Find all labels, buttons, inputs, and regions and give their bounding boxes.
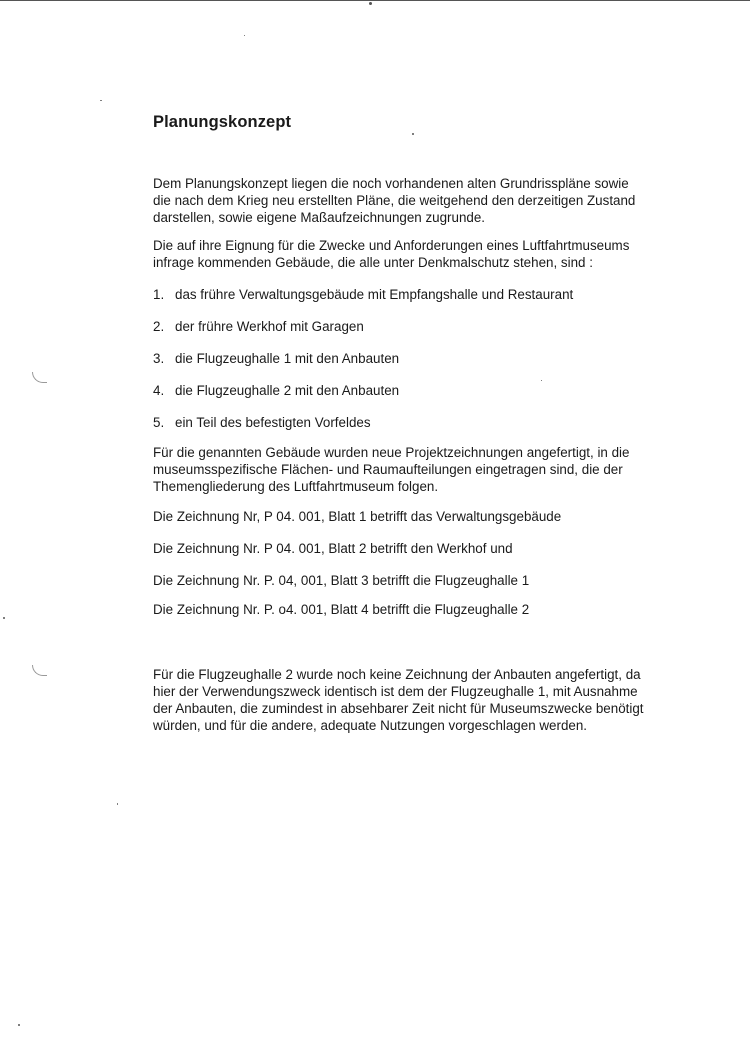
text-line: Für die genannten Gebäude wurden neue Projektzeichnungen angefertigt, in die (153, 445, 630, 460)
text-line: darstellen, sowie eigene Maßaufzeichnungen zugrunde. (153, 210, 486, 225)
scan-speck (18, 1024, 20, 1026)
list-item (153, 350, 399, 367)
page-top-edge (0, 0, 750, 1)
list-item (153, 414, 371, 431)
drawing-reference: Die Zeichnung Nr. P 04. 001, Blatt 2 betrifft den Werkhof und (153, 541, 513, 556)
scan-speck (541, 380, 542, 381)
text-line: museumsspezifische Flächen- und Raumaufteilungen eingetragen sind, die der (153, 462, 623, 477)
text-line: Die auf ihre Eignung für die Zwecke und Anforderungen eines Luftfahrtmuseums (153, 238, 630, 253)
drawing-reference: Die Zeichnung Nr. P. 04, 001, Blatt 3 betrifft die Flugzeughalle 1 (153, 573, 530, 588)
list-item (153, 382, 399, 399)
punch-hole-mark (32, 665, 47, 676)
scan-speck (3, 617, 5, 619)
list-item (153, 318, 364, 335)
list-text: der frühre Werkhof mit Garagen (175, 319, 364, 334)
scan-speck (412, 133, 414, 135)
drawing-reference: Die Zeichnung Nr, P 04. 001, Blatt 1 betrifft das Verwaltungsgebäude (153, 509, 562, 524)
text-line: infrage kommenden Gebäude, die alle unter Denkmalschutz stehen, sind : (153, 255, 593, 270)
list-item (153, 286, 573, 303)
text-line: die nach dem Krieg neu erstellten Pläne, die weitgehend den derzeitigen Zustand (153, 193, 636, 208)
list-number: 5. (153, 415, 165, 430)
drawings-intro-paragraph (153, 444, 663, 495)
scan-speck (369, 2, 372, 5)
list-text: ein Teil des befestigten Vorfeldes (175, 415, 371, 430)
list-text: die Flugzeughalle 1 mit den Anbauten (175, 351, 400, 366)
text-line: der Anbauten, die zumindest in absehbarer Zeit nicht für Museumszwecke benötigt (153, 701, 644, 716)
scan-speck (117, 803, 118, 805)
closing-paragraph (153, 666, 663, 734)
intro-paragraph (153, 175, 663, 226)
list-text: die Flugzeughalle 2 mit den Anbauten (175, 383, 400, 398)
list-number: 1. (153, 287, 165, 302)
punch-hole-mark (32, 372, 47, 383)
drawing-reference: Die Zeichnung Nr. P. o4. 001, Blatt 4 betrifft die Flugzeughalle 2 (153, 602, 530, 617)
text-line: Themengliederung des Luftfahrtmuseum folgen. (153, 479, 439, 494)
list-number: 3. (153, 351, 165, 366)
text-line: Für die Flugzeughalle 2 wurde noch keine Zeichnung der Anbauten angefertigt, da (153, 667, 641, 682)
text-line: hier der Verwendungszweck identisch ist dem der Flugzeughalle 1, mit Ausnahme (153, 684, 638, 699)
buildings-intro-paragraph (153, 237, 663, 271)
text-line: Dem Planungskonzept liegen die noch vorhandenen alten Grundrisspläne sowie (153, 176, 629, 191)
text-line: würden, und für die andere, adequate Nutzungen vorgeschlagen werden. (153, 718, 588, 733)
scan-speck (244, 35, 245, 36)
list-number: 2. (153, 319, 165, 334)
list-text: das frühre Verwaltungsgebäude mit Empfangshalle und Restaurant (175, 287, 574, 302)
list-number: 4. (153, 383, 165, 398)
scan-speck (100, 100, 102, 101)
document-title: Planungskonzept (153, 113, 292, 131)
